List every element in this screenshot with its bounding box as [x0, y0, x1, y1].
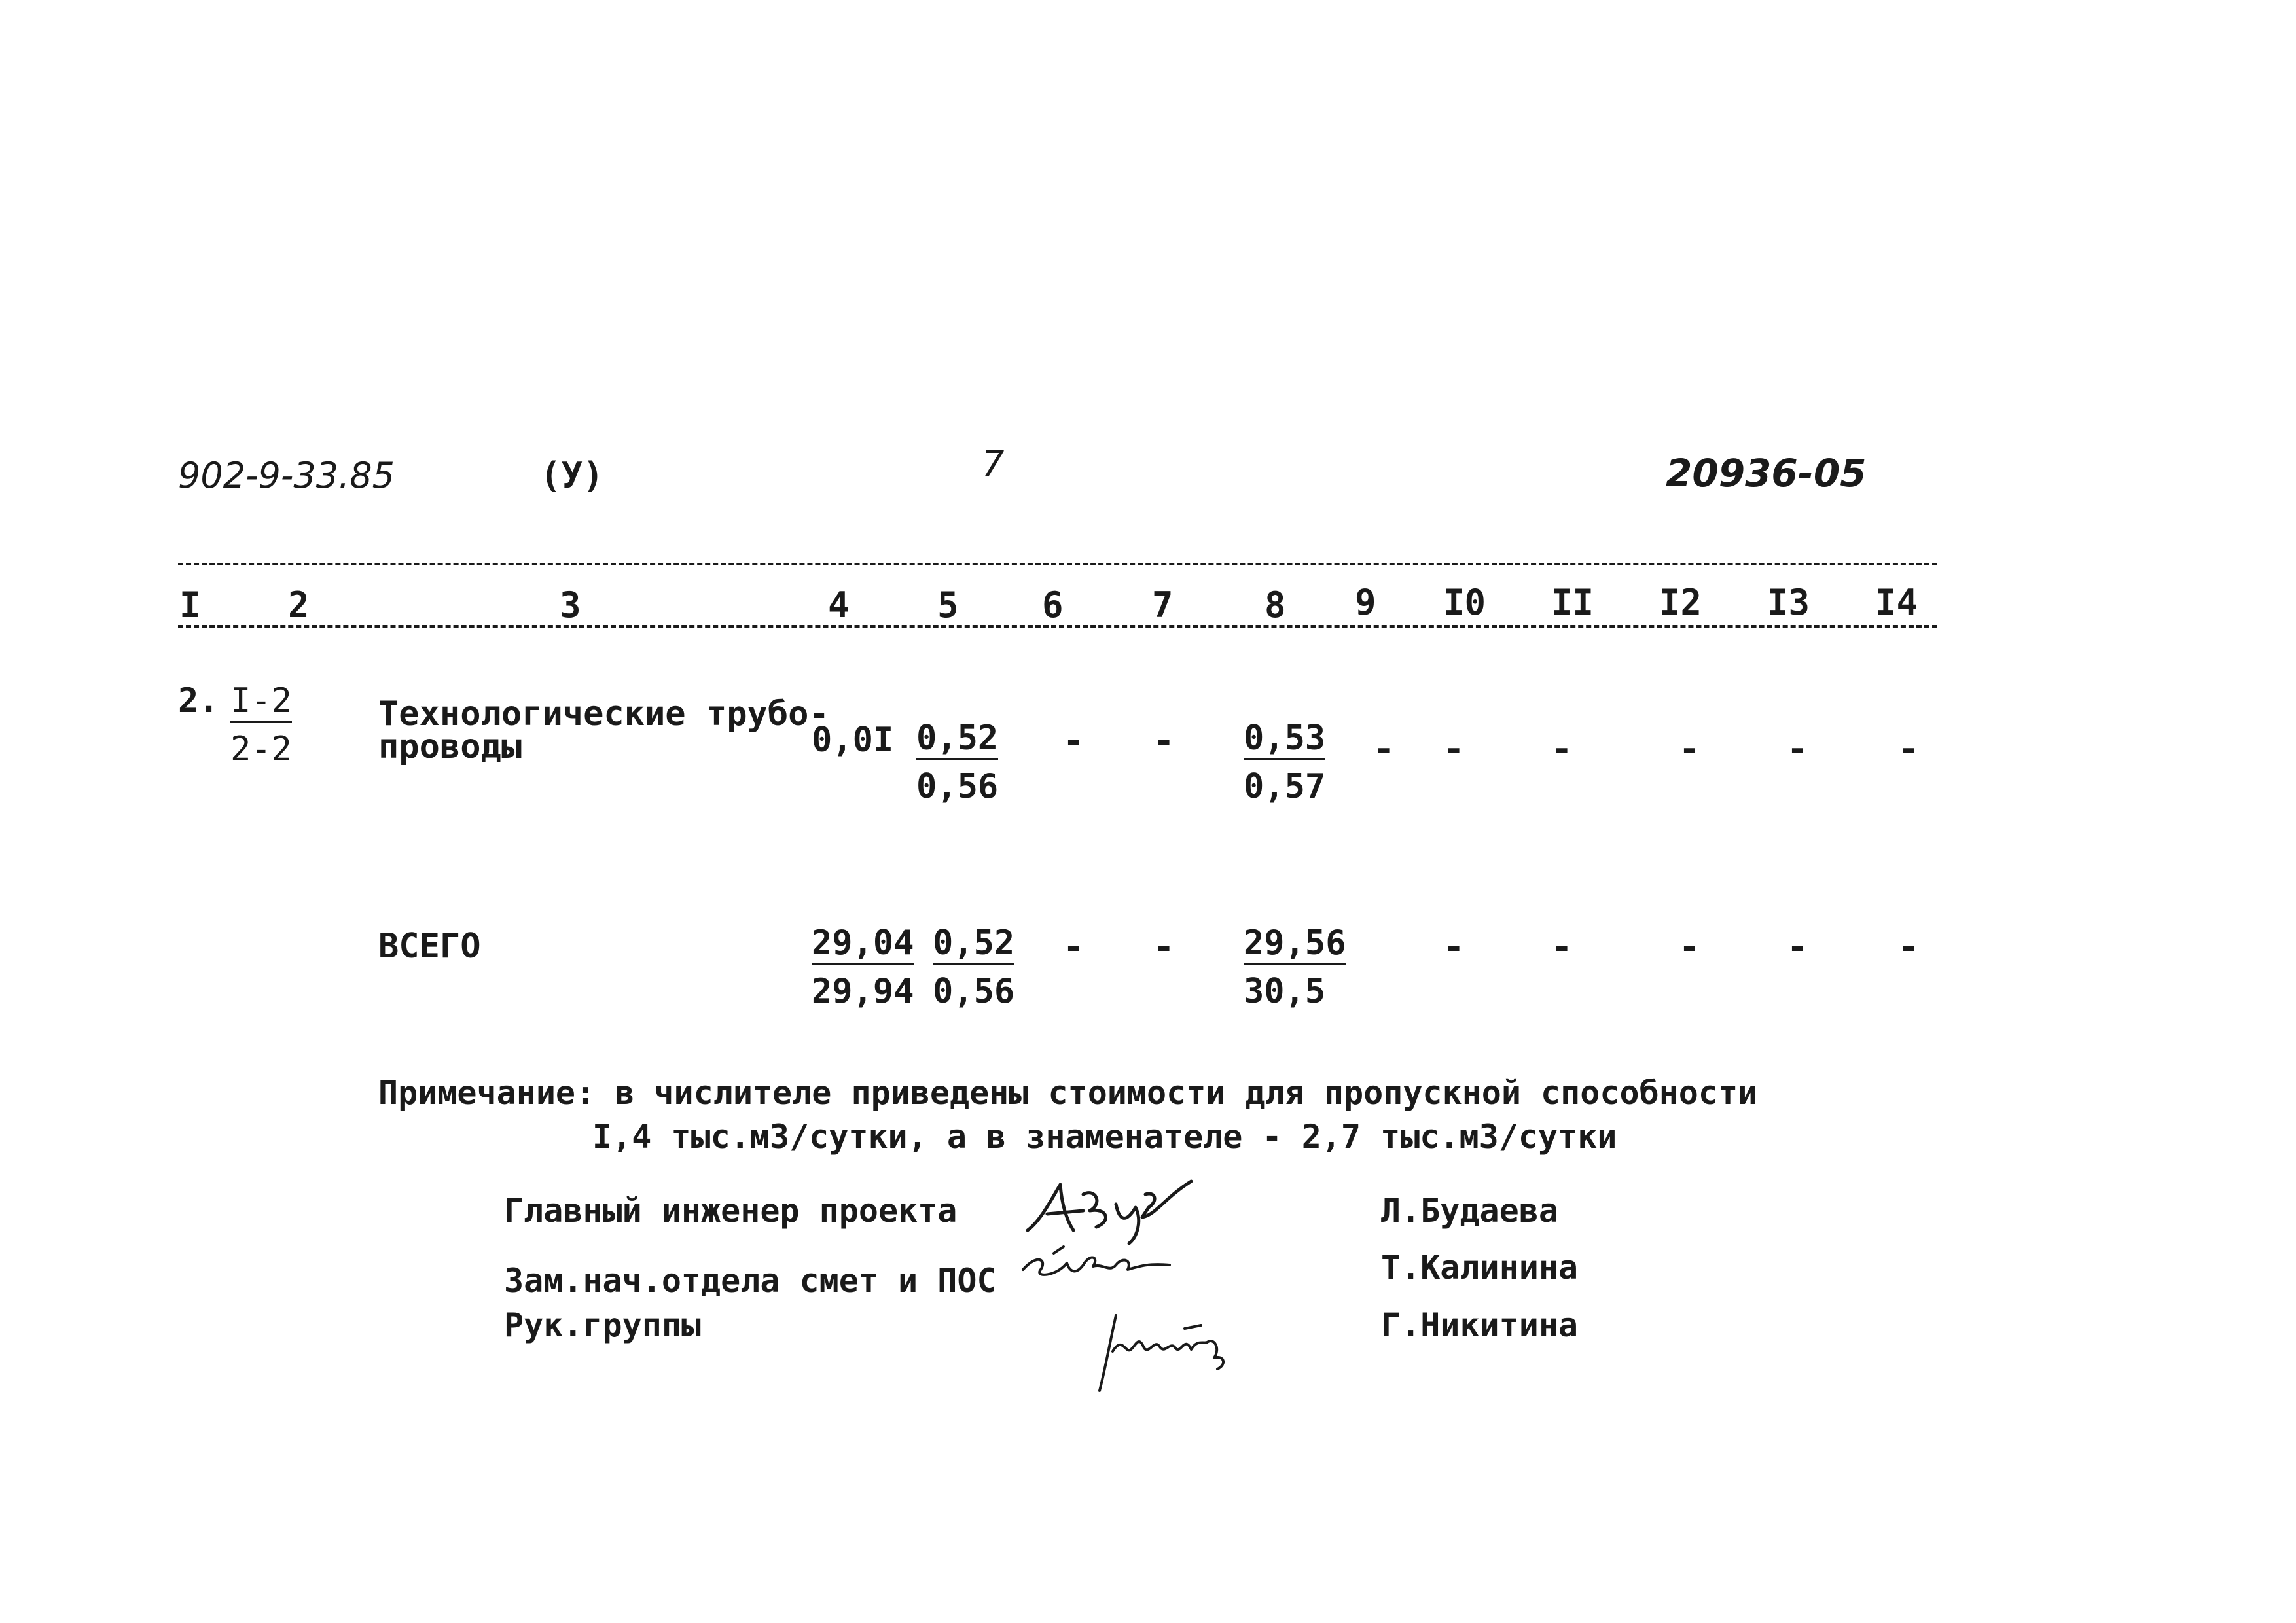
row-col13-value: - [1787, 728, 1808, 770]
signatory-name: Л.Будаева [1381, 1192, 1558, 1230]
column-number: 3 [560, 584, 581, 626]
total-col11-value: - [1551, 926, 1573, 967]
total-col8-numerator: 29,56 [1244, 926, 1346, 965]
total-col5-value [933, 923, 1015, 1011]
table-top-rule [178, 563, 1937, 565]
row-ref-numerator: I-2 [230, 684, 292, 723]
column-number: I3 [1767, 582, 1810, 623]
row-col11-value: - [1551, 728, 1573, 770]
column-number: I4 [1875, 582, 1918, 623]
note-line-1: Примечание: в числителе приведены стоимости для пропускной способности [378, 1074, 1758, 1112]
signature-1 [1021, 1175, 1198, 1247]
total-col4-numerator: 29,04 [812, 926, 914, 965]
row-ref-denominator: 2-2 [230, 730, 292, 769]
row-ref [230, 681, 292, 769]
row-col4-value: 0,0I [812, 721, 894, 760]
column-number: I0 [1443, 582, 1486, 623]
row-col8-value [1244, 721, 1325, 804]
header-mark: (У) [540, 455, 604, 496]
total-col5-denominator: 0,56 [933, 972, 1015, 1011]
column-number: 9 [1355, 582, 1376, 623]
signature-2 [1018, 1240, 1175, 1286]
total-label: ВСЕГО [378, 927, 481, 966]
column-number: 8 [1265, 584, 1286, 626]
signatory-position: Зам.нач.отдела смет и ПОС [504, 1262, 997, 1300]
total-col12-value: - [1679, 926, 1700, 967]
total-col6-value: - [1063, 926, 1085, 967]
total-col8-value [1244, 923, 1346, 1011]
note-line-2: I,4 тыс.м3/сутки, а в знаменателе - 2,7 тыс.м3/сутки [592, 1118, 1617, 1156]
total-col10-value: - [1443, 926, 1465, 967]
col5-numerator: 0,52 [916, 721, 998, 760]
column-number: 6 [1042, 584, 1064, 626]
column-number: II [1551, 582, 1594, 623]
column-number: 2 [288, 584, 310, 626]
row-col14-value: - [1898, 728, 1920, 770]
column-number: 4 [828, 584, 850, 626]
row-col10-value: - [1443, 728, 1465, 770]
signatory-name: Т.Калинина [1381, 1249, 1579, 1287]
row-title-line-1: Технологические трубо- [378, 694, 829, 734]
document-number: 20936-05 [1666, 451, 1867, 495]
row-col5-value [916, 721, 998, 804]
row-col7-value: - [1153, 720, 1175, 761]
signatory-position: Рук.группы [504, 1306, 702, 1344]
row-col6-value: - [1063, 720, 1085, 761]
column-number: I [179, 584, 201, 626]
signatory-position: Главный инженер проекта [504, 1192, 958, 1230]
total-col4-value [812, 923, 914, 1011]
col8-numerator: 0,53 [1244, 721, 1325, 760]
column-number: 7 [1152, 584, 1174, 626]
signature-3 [1086, 1309, 1237, 1394]
total-col8-denominator: 30,5 [1244, 972, 1326, 1011]
signatory-name: Г.Никитина [1381, 1306, 1579, 1344]
row-number: 2. [178, 681, 219, 721]
row-col12-value: - [1679, 728, 1700, 770]
page-number: 7 [982, 443, 1005, 484]
total-col5-numerator: 0,52 [933, 926, 1014, 965]
row-col9-value: - [1373, 728, 1395, 770]
project-code: 902-9-33.85 [178, 455, 395, 496]
total-col13-value: - [1787, 926, 1808, 967]
column-number: I2 [1659, 582, 1702, 623]
total-col7-value: - [1153, 926, 1175, 967]
row-title-line-2: проводы [378, 727, 522, 766]
total-col14-value: - [1898, 926, 1920, 967]
column-number: 5 [937, 584, 959, 626]
col8-denominator: 0,57 [1244, 767, 1326, 806]
col5-denominator: 0,56 [916, 767, 999, 806]
total-col4-denominator: 29,94 [812, 972, 914, 1011]
